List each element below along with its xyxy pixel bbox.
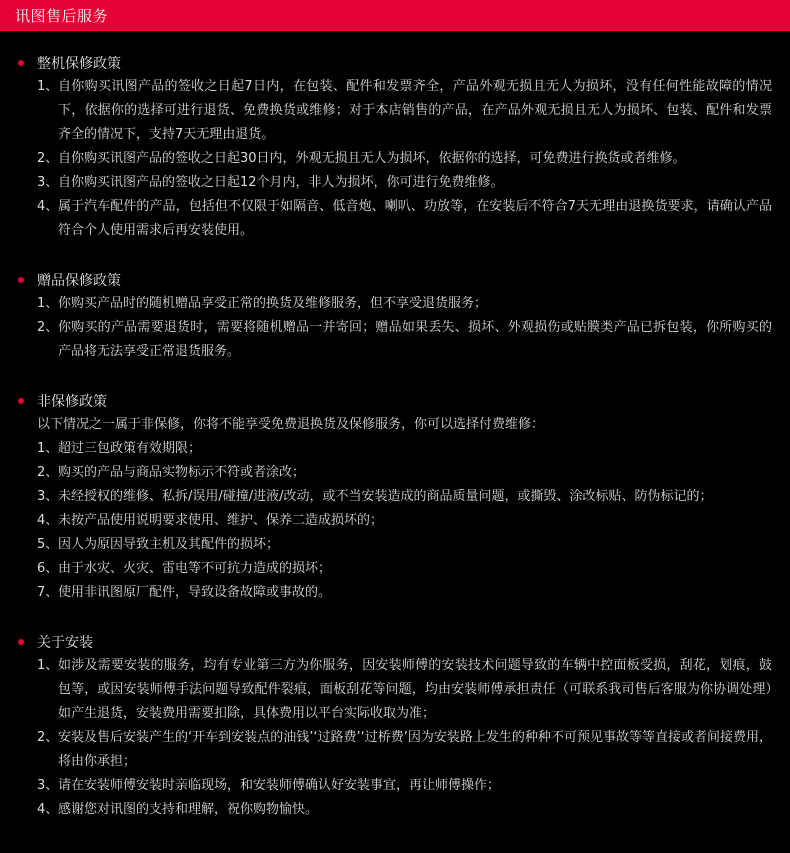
bullet-dot-icon (18, 398, 24, 404)
item-text: 超过三包政策有效期限； (58, 441, 202, 456)
list-item (18, 654, 776, 726)
bullet-dot-icon (18, 639, 24, 645)
item-text: 购买的产品与商品实物标示不符或者涂改； (58, 465, 306, 480)
list-item (18, 316, 776, 364)
item-number: 4、 (37, 802, 59, 817)
item-number: 2、 (37, 465, 59, 480)
list-item (18, 461, 776, 485)
item-number: 1、 (37, 79, 59, 94)
section-title: 整机保修政策 (37, 56, 121, 72)
section-heading (18, 268, 776, 292)
item-text: 属于汽车配件的产品，包括但不仅限于如隔音、低音炮、喇叭、功放等，在安装后不符合7天无理由退换货要求，请确认产品符合个人使用需求后再安装使用。 (58, 199, 772, 238)
item-number: 6、 (37, 561, 59, 576)
item-text: 你购买产品时的随机赠品享受正常的换货及维修服务，但不享受退货服务； (58, 296, 488, 311)
item-text: 未按产品使用说明要求使用、维护、保养二造成损坏的； (58, 513, 384, 528)
section-gift-warranty (18, 268, 776, 364)
list-item (18, 147, 776, 171)
section-heading (18, 630, 776, 654)
item-text: 未经授权的维修、私拆/误用/碰撞/进液/改动，或不当安装造成的商品质量问题，或撕毁、涂改标贴、防伪标记的； (58, 489, 713, 504)
list-item (18, 195, 776, 243)
bullet-dot-icon (18, 60, 24, 66)
list-item (18, 798, 776, 822)
item-number: 2、 (37, 151, 59, 166)
list-item (18, 75, 776, 147)
list-item (18, 171, 776, 195)
item-number: 3、 (37, 489, 59, 504)
item-text: 因人为原因导致主机及其配件的损坏； (58, 537, 280, 552)
item-number: 4、 (37, 513, 59, 528)
section-title: 关于安装 (37, 635, 93, 651)
item-number: 1、 (37, 296, 59, 311)
list-item (18, 485, 776, 509)
list-item (18, 509, 776, 533)
item-number: 3、 (37, 175, 59, 190)
item-text: 你购买的产品需要退货时，需要将随机赠品一并寄回；赠品如果丢失、损坏、外观损伤或贴膜类产品已拆包装，你所购买的产品将无法享受正常退货服务。 (58, 320, 772, 359)
list-item (18, 581, 776, 605)
item-text: 安装及售后安装产生的‘开车到安装点的油钱’‘过路费’‘过桥费’因为安装路上发生的种种不可预见事故等等直接或者间接费用，将由你承担； (58, 730, 772, 769)
section-machine-warranty (18, 51, 776, 243)
list-item (18, 533, 776, 557)
list-item (18, 726, 776, 774)
page-title: 讯图售后服务 (15, 7, 109, 25)
section-non-warranty (18, 389, 776, 605)
bullet-dot-icon (18, 277, 24, 283)
page-header (0, 0, 790, 31)
section-title: 赠品保修政策 (37, 273, 121, 289)
item-text: 由于水灾、火灾、雷电等不可抗力造成的损坏； (58, 561, 332, 576)
item-text: 自你购买讯图产品的签收之日起30日内，外观无损且无人为损坏，依据你的选择，可免费进行换货或者维修。 (58, 151, 686, 166)
item-number: 7、 (37, 585, 59, 600)
section-title: 非保修政策 (37, 394, 107, 410)
item-number: 1、 (37, 441, 59, 456)
section-heading (18, 389, 776, 413)
list-item (18, 292, 776, 316)
item-number: 1、 (37, 658, 59, 673)
item-text: 感谢您对讯图的支持和理解，祝你购物愉快。 (58, 802, 319, 817)
item-text: 请在安装师傅安装时亲临现场，和安装师傅确认好安装事宜，再让师傅操作； (58, 778, 501, 793)
section-installation (18, 630, 776, 822)
item-number: 2、 (37, 320, 59, 335)
list-item (18, 437, 776, 461)
item-number: 2、 (37, 730, 59, 745)
item-number: 5、 (37, 537, 59, 552)
item-number: 3、 (37, 778, 59, 793)
item-text: 自你购买讯图产品的签收之日起7日内，在包装、配件和发票齐全，产品外观无损且无人为损坏，没有任何性能故障的情况下，依据你的选择可进行退货、免费换货或维修；对于本店销售的产品，在产品外观无损且无人为损坏、包装、配件和发票齐全的情况下，支持7天无理由退货。 (58, 79, 772, 142)
section-heading (18, 51, 776, 75)
section-intro: 以下情况之一属于非保修，你将不能享受免费退换货及保修服务，你可以选择付费维修： (37, 417, 545, 432)
item-text: 如涉及需要安装的服务，均有专业第三方为你服务，因安装师傅的安装技术问题导致的车辆中控面板受损，刮花，划痕，鼓包等，或因安装师傅手法问题导致配件裂痕，面板刮花等问题，均由安装师傅承担责任（可联系我司售后客服为你协调处理）如产生退货，安装费用需要扣除，具体费用以平台实际收取为准； (58, 658, 772, 721)
item-number: 4、 (37, 199, 59, 214)
list-item (18, 557, 776, 581)
list-item (18, 774, 776, 798)
policy-content (0, 31, 790, 822)
item-text: 使用非讯图原厂配件，导致设备故障或事故的。 (58, 585, 332, 600)
item-text: 自你购买讯图产品的签收之日起12个月内，非人为损坏，你可进行免费维修。 (58, 175, 504, 190)
